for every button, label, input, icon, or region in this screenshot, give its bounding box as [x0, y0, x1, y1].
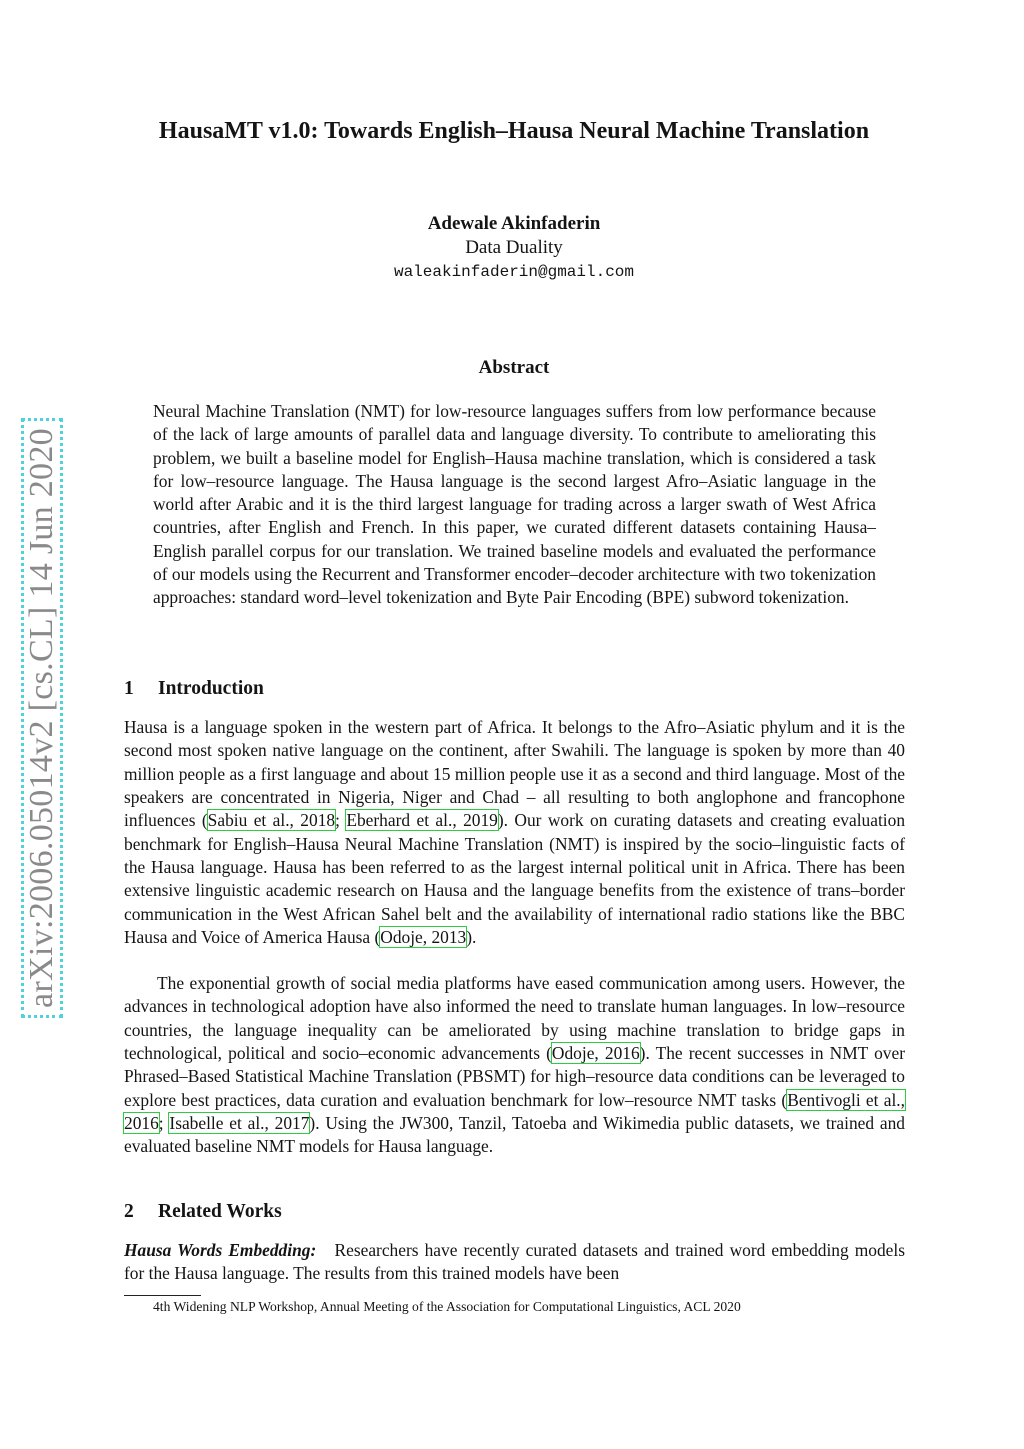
paragraph-text: ). Our work on curating datasets and creating evaluation benchmark for English–Hausa Neural Machine Translation (NMT) is inspired by the socio–linguistic facts of the Hausa language. Hausa has been referred to as the largest internal political unit in Africa. There has been extensive linguistic academic research on Hausa and the language benefits from the existence of trans–border communication in the West African Sahel belt and the availability of international radio stations like the BBC Hausa and Voice of America Hausa ( — [124, 810, 906, 948]
section-number: 2 — [124, 1201, 134, 1222]
citation-link[interactable]: Odoje, 2016 — [551, 1043, 640, 1064]
citation-link[interactable]: Odoje, 2013 — [380, 927, 467, 948]
abstract-text: Neural Machine Translation (NMT) for low-resource languages suffers from low performance because of the lack of large amounts of parallel data and language diversity. To contribute to ameliorating this problem, we built a baseline model for English–Hausa machine translation, which is considered a task for low–resource language. The Hausa language is the second largest Afro–Asiatic language in the world after Arabic and it is the third largest language for trading across a larger swath of West Africa countries, after English and French. In this paper, we curated different datasets containing Hausa–English parallel corpus for our translation. We trained baseline models and evaluated the performance of our models using the Recurrent and Transformer encoder–decoder architecture with two tokenization approaches: standard word–level tokenization and Byte Pair Encoding (BPE) subword tokenization. — [153, 401, 876, 608]
author-name: Adewale Akinfaderin — [427, 213, 601, 234]
citation-separator: ; — [158, 1113, 170, 1134]
section-heading-introduction — [124, 678, 264, 700]
arxiv-identifier-text: arXiv:2006.05014v2 [cs.CL] 14 Jun 2020 — [23, 428, 60, 1008]
paragraph-text: Hausa is a language spoken in the western part of Africa. It belongs to the Afro–Asiatic phylum and it is the second most spoken native language on the continent, after Swahili. The language is spoken by more than 40 million people as a first language and about 15 million people use it as a second and third language. Most of the speakers are concentrated in Nigeria, Niger and Chad – all resulting to both anglophone and francophone influences ( — [124, 717, 905, 831]
run-in-heading: Hausa Words Embedding — [124, 1240, 311, 1260]
author-email[interactable]: waleakinfaderin@gmail.com — [393, 263, 635, 281]
intro-paragraph-1 — [124, 716, 905, 949]
paragraph-text: ). Using the JW300, Tanzil, Tatoeba and Wikimedia public datasets, we trained and evaluated baseline NMT models for Hausa language. — [124, 1113, 905, 1157]
related-paragraph-1 — [124, 1239, 905, 1286]
citation-separator: ; — [335, 810, 347, 831]
paper-title: HausaMT v1.0: Towards English–Hausa Neural Machine Translation — [158, 118, 870, 144]
paragraph-text: The exponential growth of social media platforms have eased communication among users. However, the advances in technological adoption have also informed the need to translate human languages. In low–resource countries, the language inequality can be ameliorated by using machine translation to bridge gaps in technological, political and socio–economic advancements ( — [124, 973, 905, 1064]
intro-paragraph-2 — [124, 972, 905, 1159]
section-title: Introduction — [158, 678, 264, 699]
citation-link[interactable]: Bentivogli et al., 2016 — [124, 1089, 905, 1134]
run-in-colon: : — [310, 1240, 317, 1260]
citation-link[interactable]: Sabiu et al., 2018 — [207, 810, 336, 831]
author-block — [124, 212, 904, 284]
abstract-heading: Abstract — [478, 357, 550, 378]
author-affiliation: Data Duality — [465, 237, 563, 258]
section-number: 1 — [124, 678, 134, 699]
citation-link[interactable]: Isabelle et al., 2017 — [169, 1113, 310, 1134]
paragraph-text: Researchers have recently curated datasets and trained word embedding models for the Hausa language. The results from this trained models have been — [124, 1240, 906, 1284]
arxiv-identifier-stamp[interactable] — [21, 418, 63, 1018]
paragraph-text: ). The recent successes in NMT over Phrased–Based Statistical Machine Translation (PBSMT) for high–resource data conditions can be leveraged to explore best practices, data curation and evaluation benchmark for low–resource NMT tasks ( — [124, 1043, 905, 1110]
paragraph-text: ). — [466, 927, 477, 948]
citation-link[interactable]: Eberhard et al., 2019 — [346, 810, 498, 831]
section-title: Related Works — [158, 1201, 282, 1222]
footnote: 4th Widening NLP Workshop, Annual Meeting of the Association for Computational Linguistics, ACL 2020 — [153, 1299, 741, 1314]
footnote-rule — [124, 1295, 201, 1296]
section-heading-related-works — [124, 1201, 282, 1223]
